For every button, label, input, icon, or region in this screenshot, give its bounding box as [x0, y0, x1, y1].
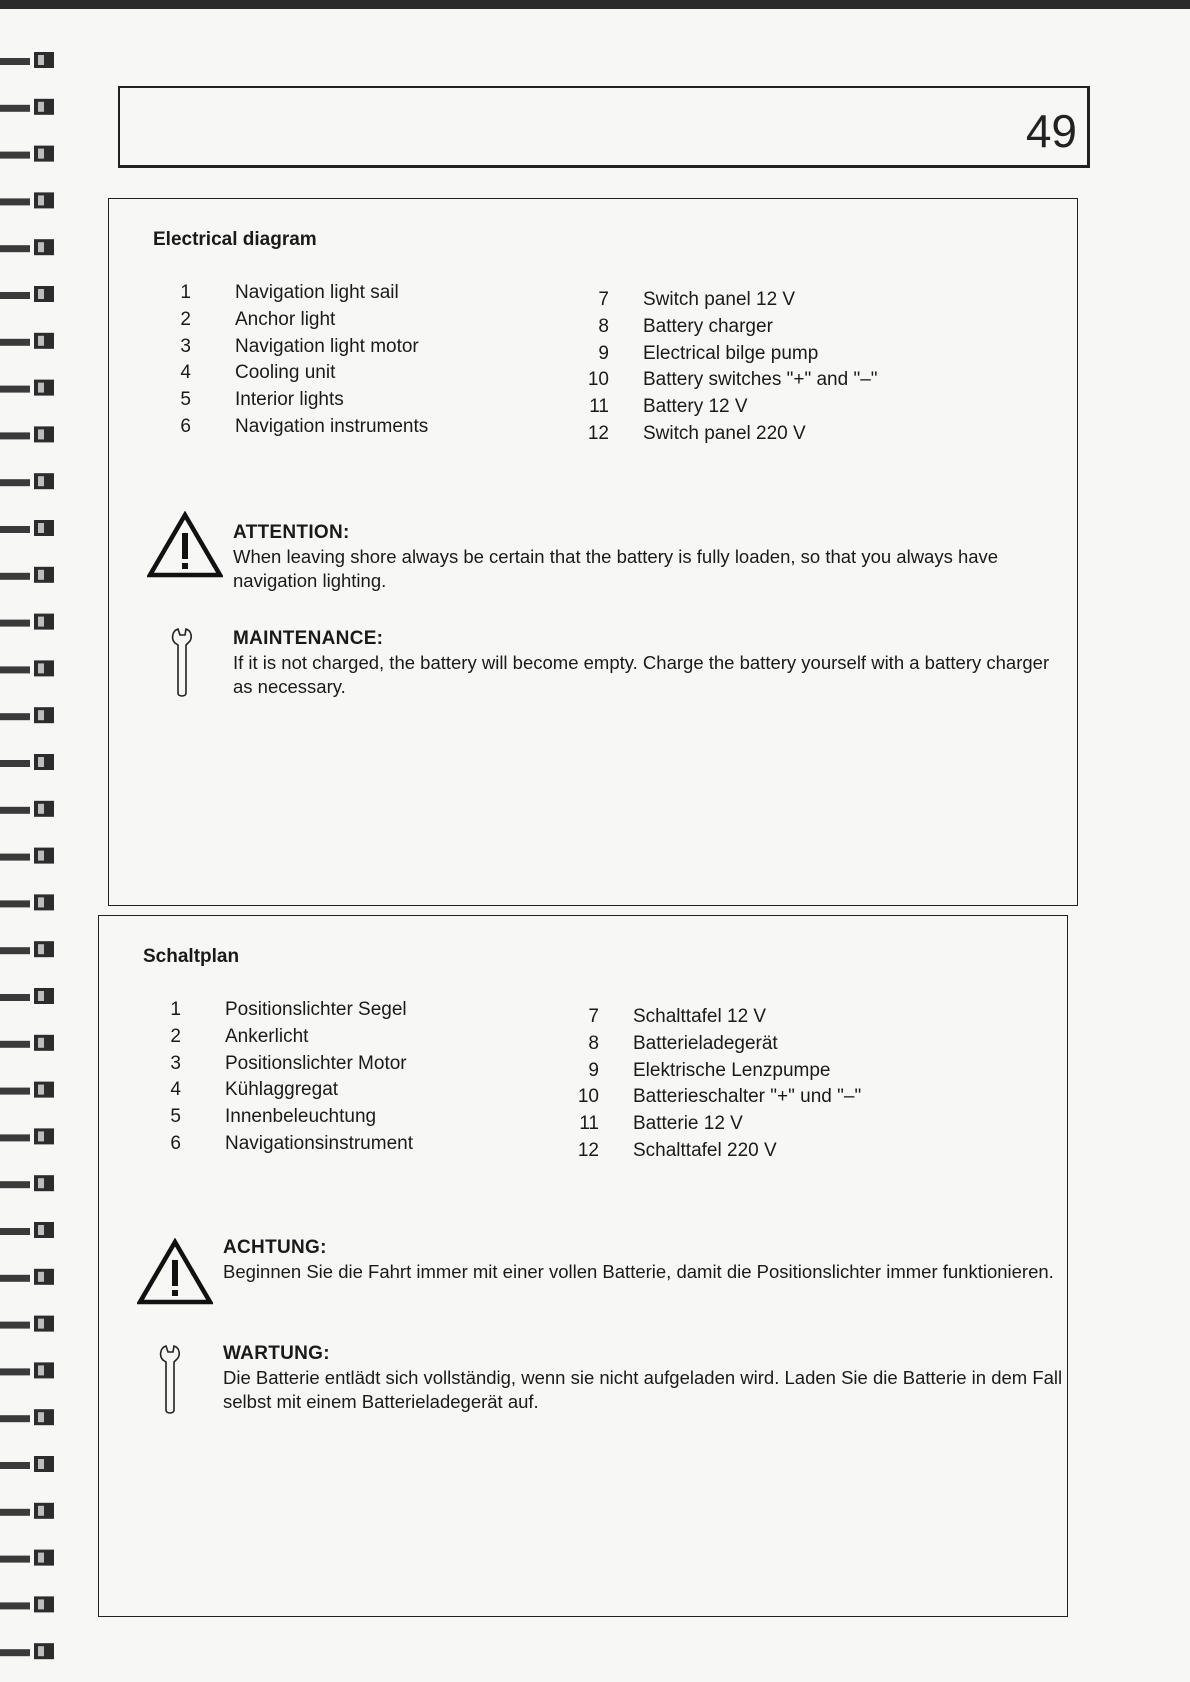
german-section [98, 915, 1068, 1617]
list-item: 9 Elektrische Lenzpumpe [588, 1059, 831, 1081]
section-title: Schaltplan [143, 946, 240, 967]
maintenance-note [223, 1342, 1063, 1414]
list-item: 11 Batterie 12 V [579, 1113, 743, 1135]
list-item: 10 Battery switches "+" and "–" [587, 369, 878, 391]
scan-top-edge [0, 0, 1190, 9]
maintenance-heading: WARTUNG: [223, 1343, 330, 1364]
section-title: Electrical diagram [153, 229, 317, 250]
list-item: 6 Navigationsinstrument [170, 1132, 413, 1154]
attention-note [233, 521, 1073, 593]
list-item: 5 Interior lights [180, 389, 344, 411]
attention-note [223, 1236, 1063, 1284]
list-item: 5 Innenbeleuchtung [170, 1106, 377, 1128]
list-item: 11 Battery 12 V [589, 396, 748, 418]
list-item: 2 Ankerlicht [170, 1025, 309, 1047]
page-number: 49 [1025, 105, 1077, 157]
list-item: 2 Anchor light [180, 308, 336, 330]
legend-list-left [169, 280, 428, 441]
maintenance-text: Die Batterie entlädt sich vollständig, wenn sie nicht aufgeladen wird. Laden Sie die Batterie in dem Fall selbst mit einem Batterieladegerät auf. [223, 1367, 1063, 1412]
attention-text: When leaving shore always be certain that the battery is fully loaden, so that you always have navigation lighting. [233, 546, 999, 591]
list-item: 1 Positionslichter Segel [170, 999, 407, 1020]
maintenance-note [233, 627, 1073, 699]
spiral-binding [0, 40, 62, 1680]
warning-triangle-icon [137, 1238, 213, 1306]
list-item: 6 Navigation instruments [180, 415, 429, 437]
list-item: 7 Schalttafel 12 V [588, 1006, 767, 1027]
list-item: 8 Battery charger [598, 315, 773, 337]
legend-list-right [583, 287, 878, 448]
list-item: 12 Switch panel 220 V [587, 422, 806, 444]
legend-list-right [573, 1004, 861, 1165]
attention-heading: ATTENTION: [233, 522, 350, 543]
list-item: 10 Batterieschalter "+" und "–" [577, 1086, 862, 1108]
page-header-box [118, 86, 1090, 168]
wrench-icon [157, 1344, 183, 1416]
attention-text: Beginnen Sie die Fahrt immer mit einer vollen Batterie, damit die Positionslichter immer funktionieren. [223, 1261, 1054, 1282]
maintenance-heading: MAINTENANCE: [233, 628, 384, 649]
list-item: 3 Positionslichter Motor [170, 1052, 407, 1074]
list-item: 4 Kühlaggregat [170, 1079, 339, 1101]
attention-heading: ACHTUNG: [223, 1237, 327, 1258]
list-item: 1 Navigation light sail [180, 282, 399, 303]
wrench-icon [169, 627, 195, 699]
warning-triangle-icon [147, 511, 223, 579]
list-item: 12 Schalttafel 220 V [577, 1139, 777, 1161]
list-item: 4 Cooling unit [180, 362, 336, 384]
list-item: 8 Batterieladegerät [588, 1032, 778, 1054]
maintenance-text: If it is not charged, the battery will become empty. Charge the battery yourself with a battery charger as necessary. [233, 652, 1050, 697]
list-item: 7 Switch panel 12 V [598, 289, 796, 310]
english-section [108, 198, 1078, 906]
list-item: 3 Navigation light motor [180, 335, 419, 357]
legend-list-left [159, 997, 413, 1158]
list-item: 9 Electrical bilge pump [598, 342, 819, 364]
